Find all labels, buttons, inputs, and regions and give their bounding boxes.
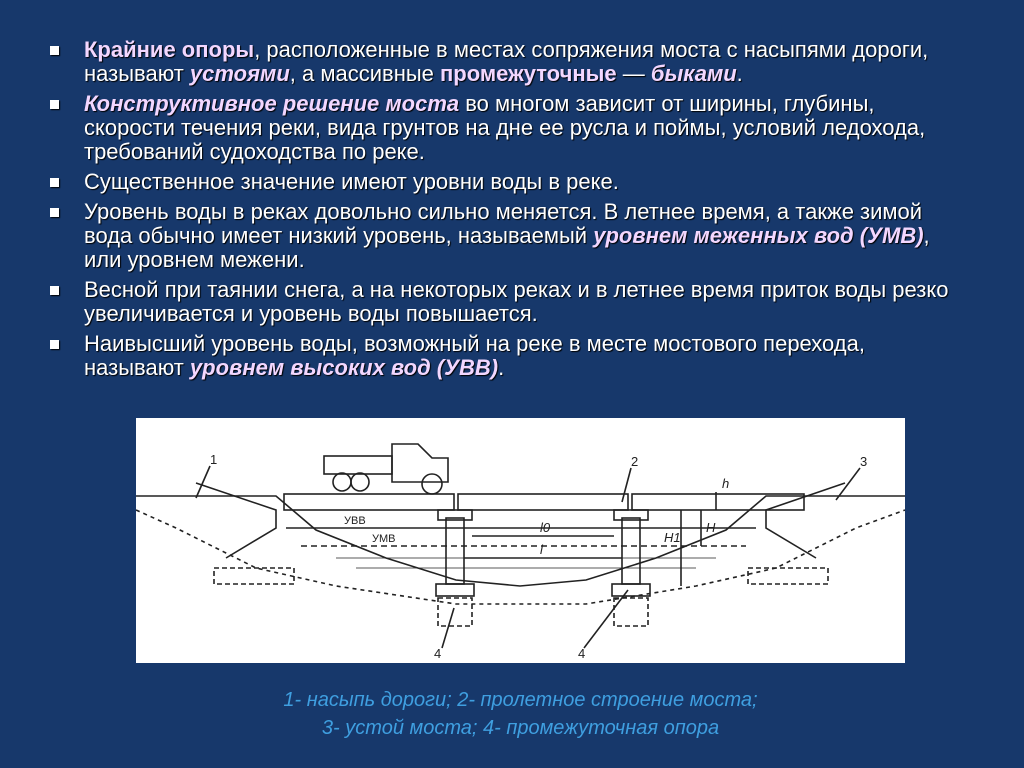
label-uvv: УВВ xyxy=(344,515,366,527)
bullet-text: Конструктивное решение моста xyxy=(84,91,460,116)
leader-1 xyxy=(196,466,210,498)
bullet-text: Уровень воды в реках довольно сильно меняется. В летнее время, а также зимой вода обычно имеет низкий уровень, называемый xyxy=(84,199,923,248)
span-middle xyxy=(458,494,628,510)
bullet-text: быками xyxy=(650,61,737,86)
square-bullet-icon xyxy=(50,100,59,109)
caption-line-2: 3- устой моста; 4- промежуточная опора xyxy=(321,717,720,739)
label-umv: УМВ xyxy=(372,533,396,545)
pier-left-base xyxy=(436,584,474,596)
square-bullet-icon xyxy=(50,208,59,217)
leader-4b xyxy=(584,590,628,648)
pier-right-base xyxy=(612,584,650,596)
label-4b: 4 xyxy=(578,646,586,661)
bullet-text: промежуточные xyxy=(440,61,617,86)
truck-icon xyxy=(324,444,448,494)
bullet-item xyxy=(50,170,950,194)
bullet-text: Наивысший уровень воды, возможный на реке в месте мостового перехода, называют xyxy=(84,331,865,380)
abutment-left-footing xyxy=(214,568,294,584)
label-l: l xyxy=(540,542,543,557)
abutment-left xyxy=(196,483,276,558)
square-bullet-icon xyxy=(50,178,59,187)
bullet-text: Весной при таянии снега, а на некоторых реках и в летнее время приток воды резко увеличивается и уровень воды повышается. xyxy=(84,277,949,326)
bullet-text: во многом зависит от ширины, глубины, скорости течения реки, вида грунтов на дне ее русла и поймы, условий ледохода, требований судоходства по реке. xyxy=(84,91,926,164)
leader-2 xyxy=(622,468,631,502)
bullet-list xyxy=(50,38,950,386)
square-bullet-icon xyxy=(50,46,59,55)
bullet-text: , а массивные xyxy=(289,61,440,86)
abutment-right-footing xyxy=(748,568,828,584)
bullet-text: . xyxy=(498,355,505,380)
label-4a: 4 xyxy=(434,646,442,661)
bullet-text: Существенное значение имеют уровни воды в реке. xyxy=(84,169,619,194)
caption-line-1: 1- насыпь дороги; 2- пролетное строение моста; xyxy=(283,689,758,711)
bullet-item xyxy=(50,332,950,380)
bullet-item xyxy=(50,92,950,164)
label-1: 1 xyxy=(210,452,218,467)
bullet-text: уровнем меженных вод (УМВ) xyxy=(593,223,924,248)
square-bullet-icon xyxy=(50,340,59,349)
bullet-text: — xyxy=(616,61,651,86)
bullet-text: . xyxy=(736,61,743,86)
ground-hatch xyxy=(136,510,905,604)
label-l0: l0 xyxy=(540,520,551,535)
square-bullet-icon xyxy=(50,286,59,295)
bullet-text: уровнем высоких вод (УВВ) xyxy=(189,355,499,380)
bridge-diagram xyxy=(136,418,905,663)
bullet-item xyxy=(50,200,950,272)
label-2: 2 xyxy=(631,454,639,469)
label-H1: H1 xyxy=(664,530,681,545)
leader-4a xyxy=(442,608,454,648)
label-3: 3 xyxy=(860,454,868,469)
bullet-text: устоями xyxy=(189,61,290,86)
span-left xyxy=(284,494,454,510)
bullet-text: , или уровнем межени. xyxy=(84,223,930,272)
bridge-diagram-svg xyxy=(136,418,905,663)
bullet-item xyxy=(50,278,950,326)
bullet-text: , расположенные в местах сопряжения моста с насыпями дороги, называют xyxy=(84,37,929,86)
bullet-text: Крайние опоры xyxy=(84,37,255,62)
label-H: H xyxy=(706,520,716,535)
bullet-item xyxy=(50,38,950,86)
label-h: h xyxy=(722,476,730,491)
